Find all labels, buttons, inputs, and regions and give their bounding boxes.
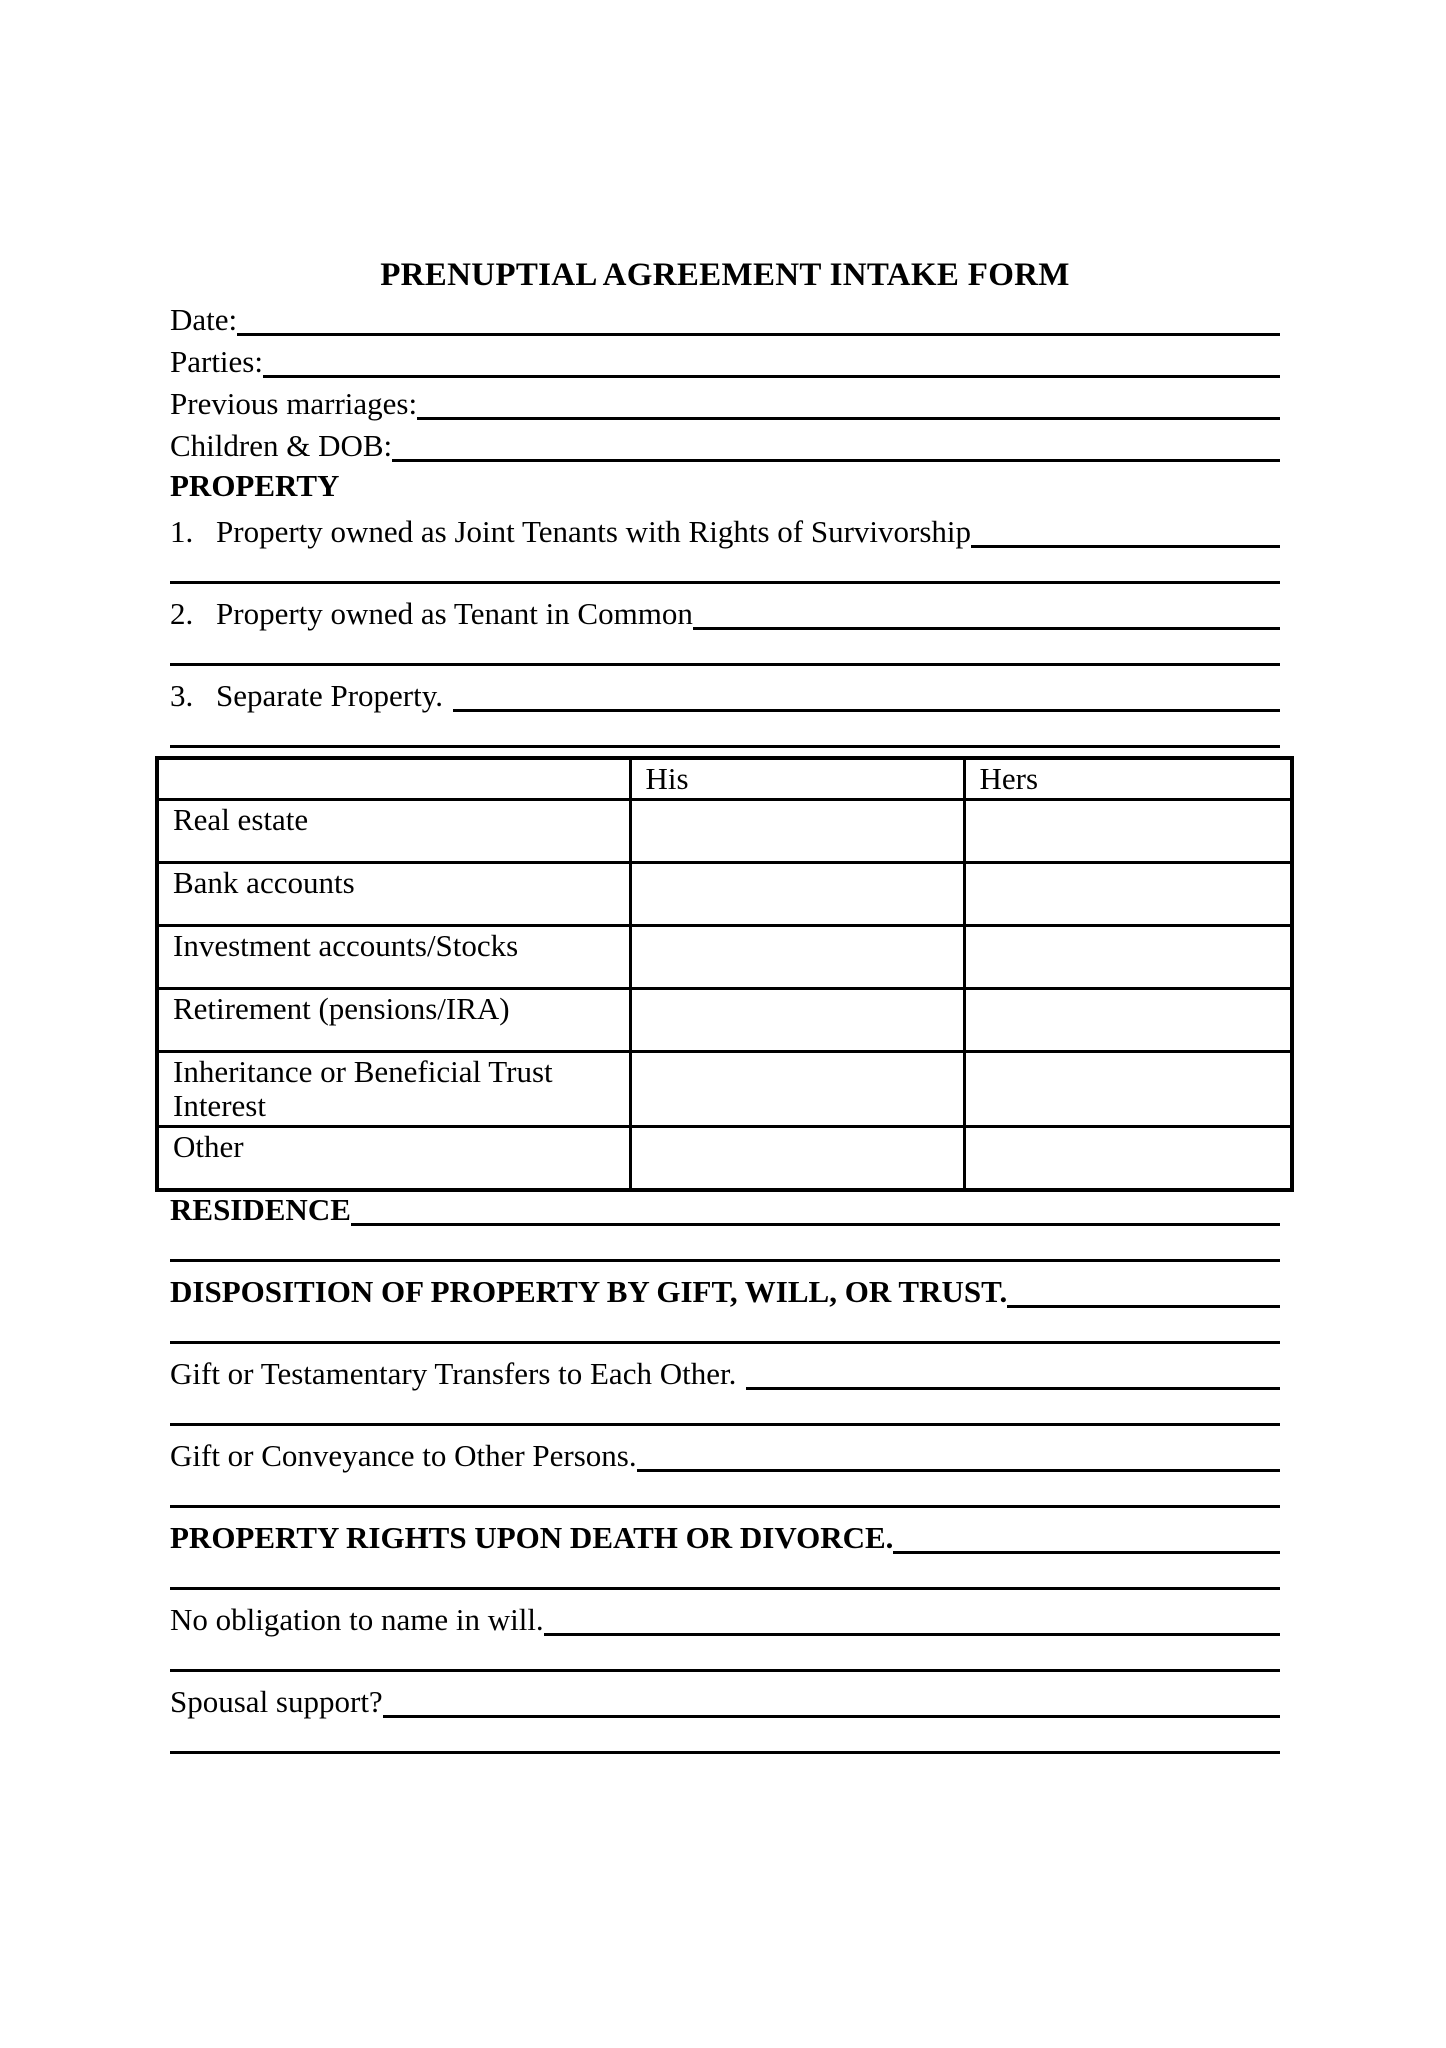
paragraph-no-obligation — [170, 1590, 1280, 1636]
table-row — [157, 1127, 1292, 1191]
joint-tenants-input-line[interactable] — [971, 502, 1280, 548]
children-dob-input-line[interactable] — [392, 420, 1280, 462]
table-corner-cell — [157, 758, 630, 800]
paragraph-property-rights — [170, 1508, 1280, 1554]
paragraph-disposition — [170, 1262, 1280, 1308]
table-row — [157, 926, 1292, 989]
gift-testamentary-label: Gift or Testamentary Transfers to Each Other. — [170, 1355, 737, 1391]
tenant-in-common-text: Property owned as Tenant in Common — [216, 595, 693, 631]
form-title: PRENUPTIAL AGREEMENT INTAKE FORM — [380, 257, 1070, 293]
his-cell-investment-accounts[interactable] — [630, 926, 964, 989]
gift-conveyance-continuation-row — [170, 1472, 1280, 1508]
row-label-other: Other — [157, 1127, 630, 1191]
gift-testamentary-continuation-row — [170, 1390, 1280, 1426]
his-cell-inheritance[interactable] — [630, 1052, 964, 1127]
property-heading: PROPERTY — [170, 467, 340, 503]
his-cell-retirement[interactable] — [630, 989, 964, 1052]
field-row-children-dob — [170, 420, 1280, 462]
children-dob-label: Children & DOB: — [170, 427, 393, 463]
previous-marriages-label: Previous marriages: — [170, 385, 418, 421]
residence-continuation-line[interactable] — [170, 1226, 1280, 1262]
tenant-in-common-continuation-line[interactable] — [170, 630, 1280, 666]
property-table — [155, 756, 1294, 1192]
list-item-separate-property — [170, 666, 1280, 712]
disposition-continuation-row — [170, 1308, 1280, 1344]
tenant-in-common-continuation-row — [170, 630, 1280, 666]
property-rights-label: PROPERTY RIGHTS UPON DEATH OR DIVORCE. — [170, 1519, 894, 1555]
gift-conveyance-continuation-line[interactable] — [170, 1472, 1280, 1508]
parties-input-line[interactable] — [263, 336, 1280, 378]
gift-conveyance-input-line[interactable] — [637, 1426, 1280, 1472]
gift-testamentary-continuation-line[interactable] — [170, 1390, 1280, 1426]
disposition-input-line[interactable] — [1007, 1262, 1280, 1308]
residence-label: RESIDENCE — [170, 1191, 351, 1227]
separate-property-input-line[interactable] — [453, 666, 1280, 712]
table-row — [157, 989, 1292, 1052]
residence-input-line[interactable] — [351, 1192, 1280, 1226]
item-number: 1. — [170, 513, 194, 549]
row-label-bank-accounts: Bank accounts — [157, 863, 630, 926]
hers-cell-real-estate[interactable] — [964, 800, 1292, 863]
his-column-header: His — [630, 758, 964, 800]
no-obligation-continuation-line[interactable] — [170, 1636, 1280, 1672]
joint-tenants-continuation-row — [170, 548, 1280, 584]
separate-property-text: Separate Property. — [216, 677, 443, 713]
field-row-previous-marriages — [170, 378, 1280, 420]
residence-continuation-row — [170, 1226, 1280, 1262]
parties-label: Parties: — [170, 343, 263, 379]
paragraph-spousal-support — [170, 1672, 1280, 1718]
gift-testamentary-input-line[interactable] — [746, 1344, 1280, 1390]
item-number: 2. — [170, 595, 194, 631]
spousal-support-label: Spousal support? — [170, 1683, 383, 1719]
table-row — [157, 800, 1292, 863]
paragraph-gift-conveyance — [170, 1426, 1280, 1472]
previous-marriages-input-line[interactable] — [417, 378, 1280, 420]
property-section-heading-row — [170, 462, 1280, 502]
property-rights-continuation-line[interactable] — [170, 1554, 1280, 1590]
disposition-label: DISPOSITION OF PROPERTY BY GIFT, WILL, OR TRUST. — [170, 1273, 1008, 1309]
row-label-retirement: Retirement (pensions/IRA) — [157, 989, 630, 1052]
spousal-support-continuation-line[interactable] — [170, 1718, 1280, 1754]
spousal-support-continuation-row — [170, 1718, 1280, 1754]
no-obligation-label: No obligation to name in will. — [170, 1601, 544, 1637]
his-cell-other[interactable] — [630, 1127, 964, 1191]
field-row-date — [170, 294, 1280, 336]
hers-cell-inheritance[interactable] — [964, 1052, 1292, 1127]
item-number: 3. — [170, 677, 194, 713]
property-rights-continuation-row — [170, 1554, 1280, 1590]
joint-tenants-continuation-line[interactable] — [170, 548, 1280, 584]
separate-property-continuation-line[interactable] — [170, 712, 1280, 748]
no-obligation-input-line[interactable] — [544, 1590, 1280, 1636]
date-label: Date: — [170, 301, 238, 337]
paragraph-residence — [170, 1192, 1280, 1226]
table-row — [157, 863, 1292, 926]
row-label-inheritance: Inheritance or Beneficial Trust Interest — [157, 1052, 630, 1127]
joint-tenants-text: Property owned as Joint Tenants with Rights of Survivorship — [216, 513, 972, 549]
paragraph-gift-testamentary — [170, 1344, 1280, 1390]
property-rights-input-line[interactable] — [893, 1508, 1280, 1554]
tenant-in-common-input-line[interactable] — [693, 584, 1280, 630]
disposition-continuation-line[interactable] — [170, 1308, 1280, 1344]
gift-conveyance-label: Gift or Conveyance to Other Persons. — [170, 1437, 637, 1473]
his-cell-real-estate[interactable] — [630, 800, 964, 863]
no-obligation-continuation-row — [170, 1636, 1280, 1672]
list-item-tenant-in-common — [170, 584, 1280, 630]
spousal-support-input-line[interactable] — [383, 1672, 1280, 1718]
row-label-real-estate: Real estate — [157, 800, 630, 863]
hers-cell-bank-accounts[interactable] — [964, 863, 1292, 926]
field-row-parties — [170, 336, 1280, 378]
separate-property-continuation-row — [170, 712, 1280, 748]
table-row — [157, 1052, 1292, 1127]
hers-cell-other[interactable] — [964, 1127, 1292, 1191]
his-cell-bank-accounts[interactable] — [630, 863, 964, 926]
date-input-line[interactable] — [237, 294, 1280, 336]
hers-cell-retirement[interactable] — [964, 989, 1292, 1052]
hers-column-header: Hers — [964, 758, 1292, 800]
row-label-investment-accounts: Investment accounts/Stocks — [157, 926, 630, 989]
table-header-row — [157, 758, 1292, 800]
hers-cell-investment-accounts[interactable] — [964, 926, 1292, 989]
list-item-joint-tenants — [170, 502, 1280, 548]
